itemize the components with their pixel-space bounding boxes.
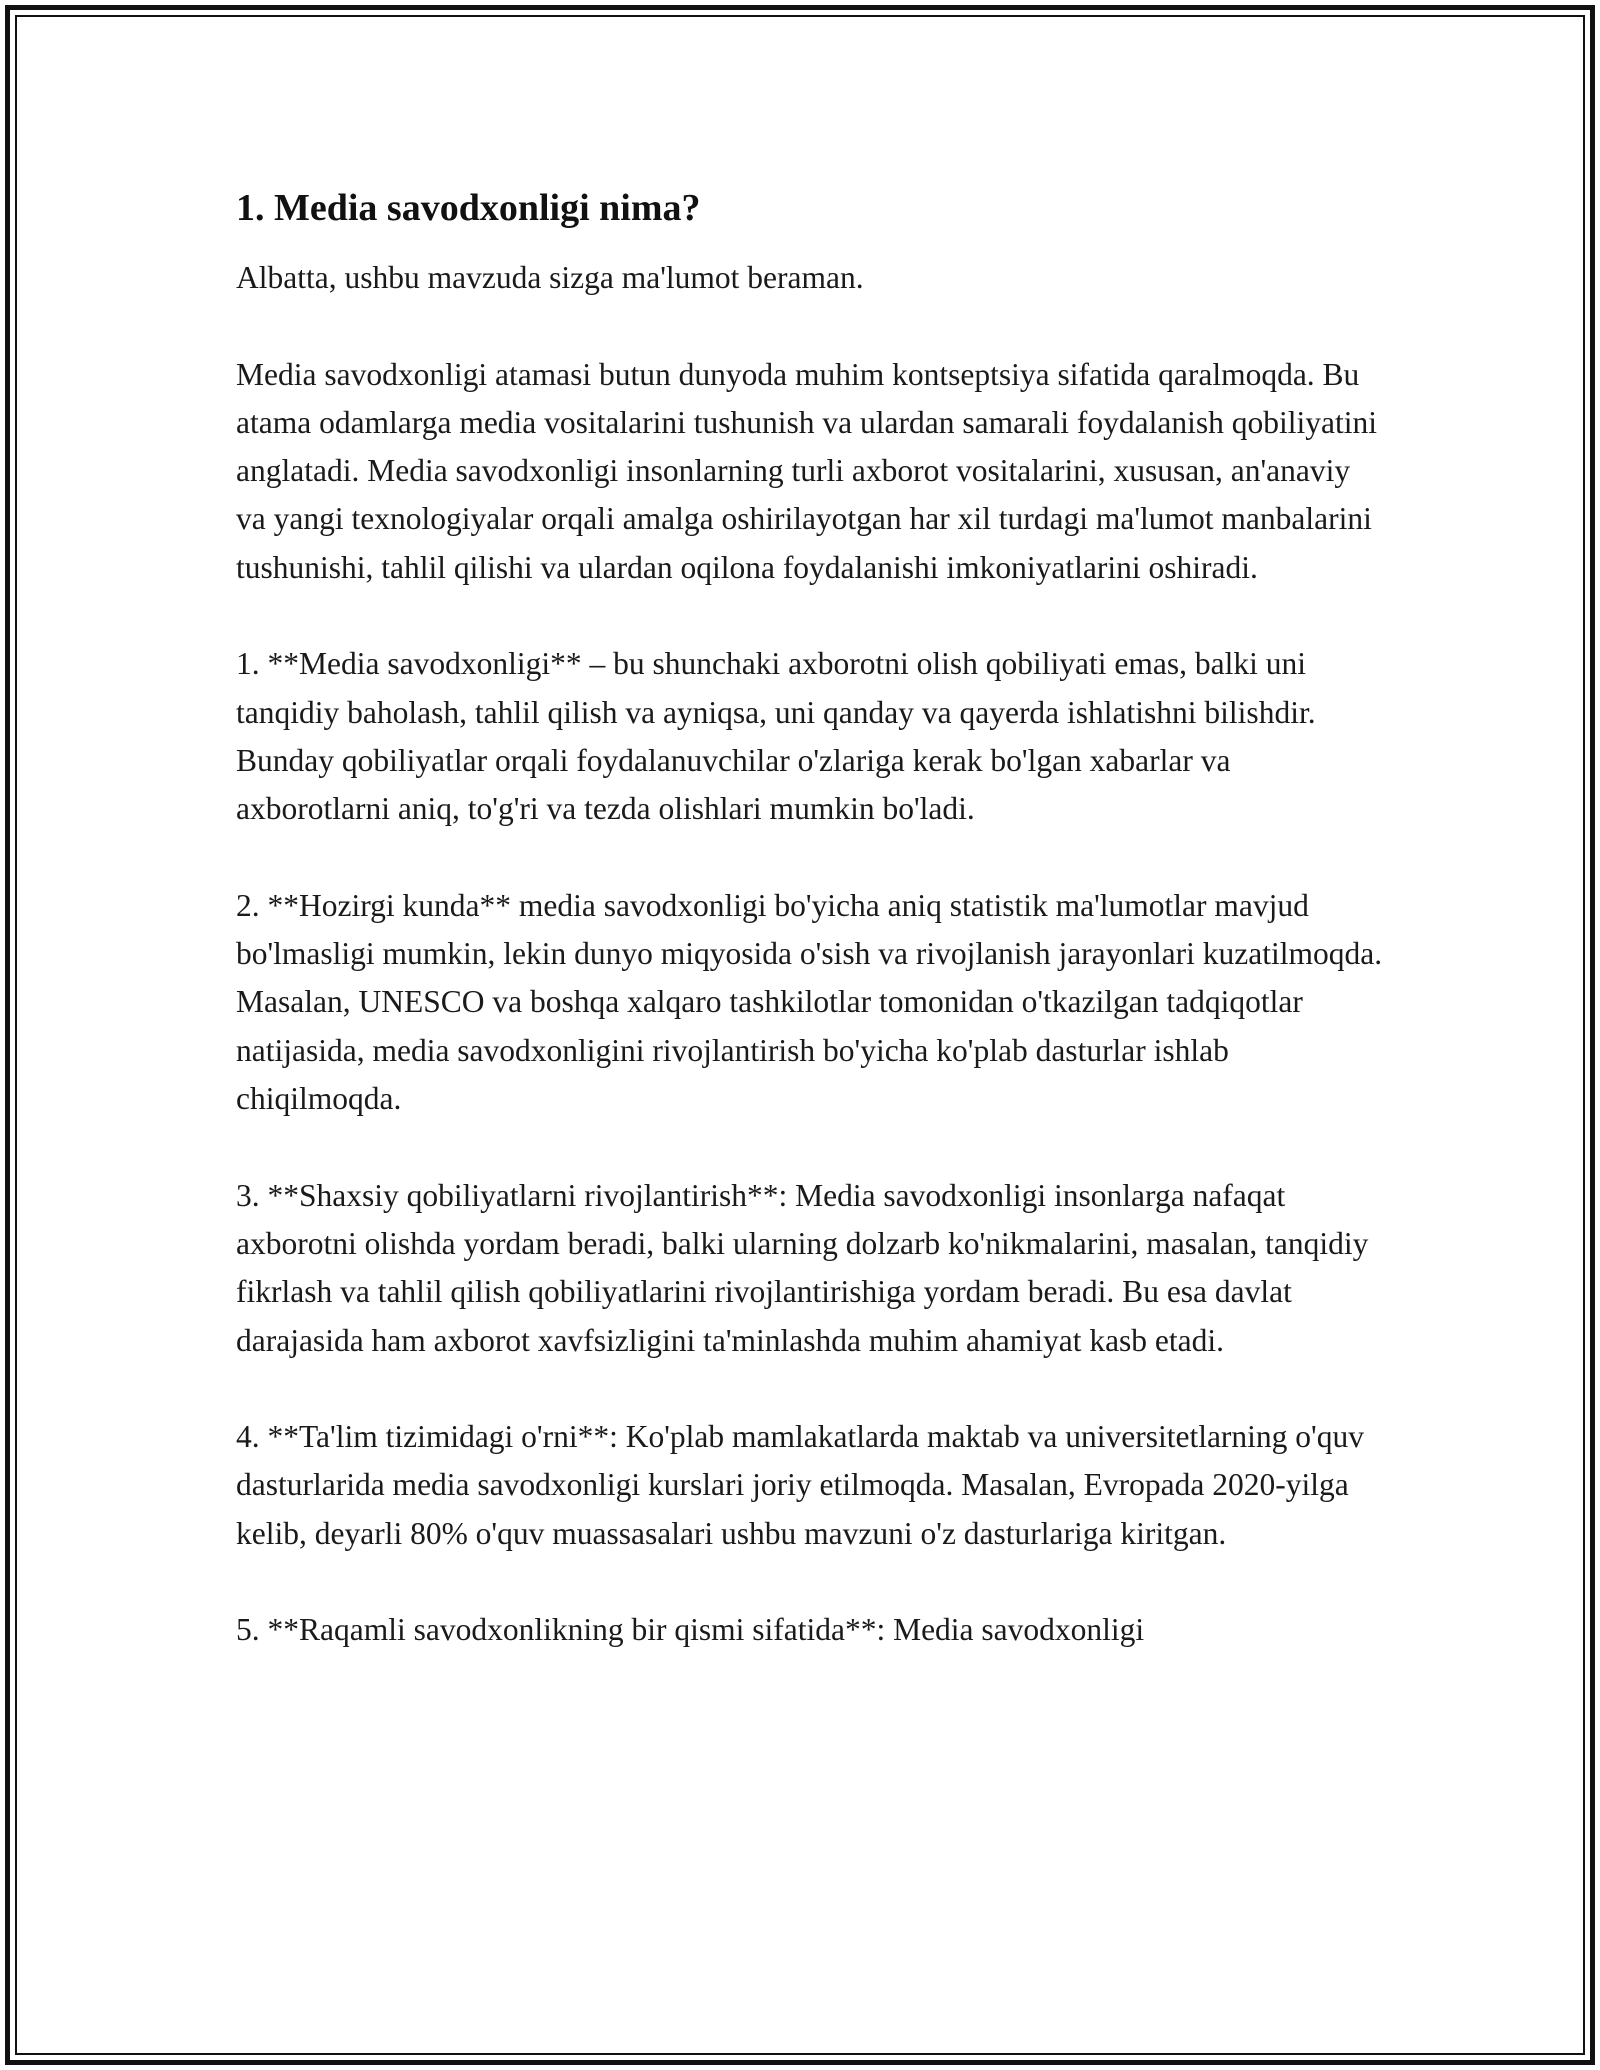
paragraph-item-2: 2. **Hozirgi kunda** media savodxonligi bo'yicha aniq statistik ma'lumotlar mavjud bo'lmasligi mumkin, lekin dunyo miqyosida o'sish va rivojlanish jarayonlari kuzatilmoqda. Masalan, UNESCO va boshqa xalqaro tashkilotlar tomonidan o'tkazilgan tadqiqotlar natijasida, media savodxonligini rivojlantirish bo'yicha ko'plab dasturlar ishlab chiqilmoqda. [236, 887, 1383, 1117]
document-title: 1. Media savodxonligi nima? [236, 187, 701, 229]
paragraph-intro: Albatta, ushbu mavzuda sizga ma'lumot beraman. [236, 260, 864, 295]
document-page [236, 184, 1386, 1655]
paragraph-item-5: 5. **Raqamli savodxonlikning bir qismi sifatida**: Media savodxonligi [236, 1612, 1145, 1648]
paragraph-item-4: 4. **Ta'lim tizimidagi o'rni**: Ko'plab mamlakatlarda maktab va universitetlarning o'quv dasturlarida media savodxonligi kurslari joriy etilmoqda. Masalan, Evropada 2020-yilga kelib, deyarli 80% o'quv muassasalari ushbu mavzuni o'z dasturlariga kiritgan. [236, 1419, 1364, 1551]
paragraph-item-3: 3. **Shaxsiy qobiliyatlarni rivojlantirish**: Media savodxonligi insonlarga nafaqat axborotni olishda yordam beradi, balki ularning dolzarb ko'nikmalarini, masalan, tanqidiy fikrlash va tahlil qilish qobiliyatlarini rivojlantirishiga yordam beradi. Bu esa davlat darajasida ham axborot xavfsizligini ta'minlashda muhim ahamiyat kasb etadi. [236, 1177, 1369, 1358]
paragraph-definition: Media savodxonligi atamasi butun dunyoda muhim kontseptsiya sifatida qaralmoqda. Bu atama odamlarga media vositalarini tushunish va ulardan samarali foydalanish qobiliyatini anglatadi. Media savodxonligi insonlarning turli axborot vositalarini, xususan, an'anaviy va yangi texnologiyalar orqali amalga oshirilayotgan har xil turdagi ma'lumot manbalarini tushunishi, tahlil qilishi va ulardan oqilona foydalanishi imkoniyatlarini oshiradi. [236, 356, 1377, 585]
paragraph-item-1: 1. **Media savodxonligi** – bu shunchaki axborotni olish qobiliyati emas, balki uni tanqidiy baholash, tahlil qilish va ayniqsa, uni qanday va qayerda ishlatishni bilishdir. Bunday qobiliyatlar orqali foydalanuvchilar o'zlariga kerak bo'lgan xabarlar va axborotlarni aniq, to'g'ri va tezda olishlari mumkin bo'ladi. [236, 646, 1316, 827]
